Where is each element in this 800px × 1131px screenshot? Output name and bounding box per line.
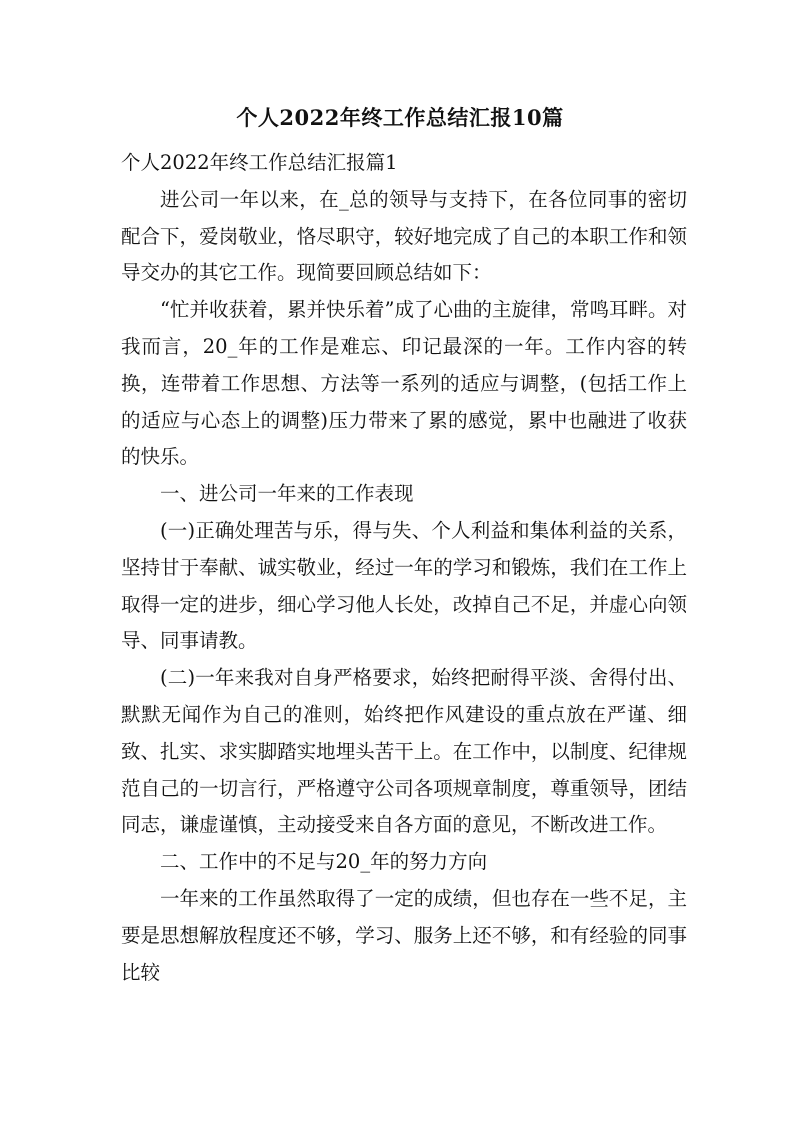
paragraph-shortcomings: 一年来的工作虽然取得了一定的成绩，但也存在一些不足，主要是思想解放程度还不够，学习、服务上还不够，和有经验的同事比较 xyxy=(121,886,687,984)
paragraph-point-two: (二)一年来我对自身严格要求，始终把耐得平淡、舍得付出、默默无闻作为自己的准则，始终把作风建设的重点放在严谨、细致、扎实、求实脚踏实地埋头苦干上。在工作中，以制度、纪律规范自己的一切言行，严格遵守公司各项规章制度，尊重领导，团结同志，谦虚谨慎，主动接受来自各方面的意见，不断改进工作。 xyxy=(121,666,687,837)
heading-work-performance: 一、进公司一年来的工作表现 xyxy=(160,482,414,506)
section-heading: 个人2022年终工作总结汇报篇1 xyxy=(121,151,398,174)
document-title: 个人2022年终工作总结汇报10篇 xyxy=(236,105,564,130)
document-body xyxy=(121,145,687,991)
paragraph-intro: 进公司一年以来，在_总的领导与支持下，在各位同事的密切配合下，爱岗敬业，恪尽职守，较好地完成了自己的本职工作和领导交办的其它工作。现简要回顾总结如下： xyxy=(121,187,687,285)
heading-shortcomings: 二、工作中的不足与20_年的努力方向 xyxy=(160,850,488,874)
paragraph-reflection: “忙并收获着，累并快乐着”成了心曲的主旋律，常鸣耳畔。对我而言，20_年的工作是难忘、印记最深的一年。工作内容的转换，连带着工作思想、方法等一系列的适应与调整，(包括工作上的适应与心态上的调整)压力带来了累的感觉，累中也融进了收获的快乐。 xyxy=(121,298,687,469)
paragraph-point-one: (一)正确处理苦与乐，得与失、个人利益和集体利益的关系，坚持甘于奉献、诚实敬业，经过一年的学习和锻炼，我们在工作上取得一定的进步，细心学习他人长处，改掉自己不足，并虚心向领导、同事请教。 xyxy=(121,518,687,653)
